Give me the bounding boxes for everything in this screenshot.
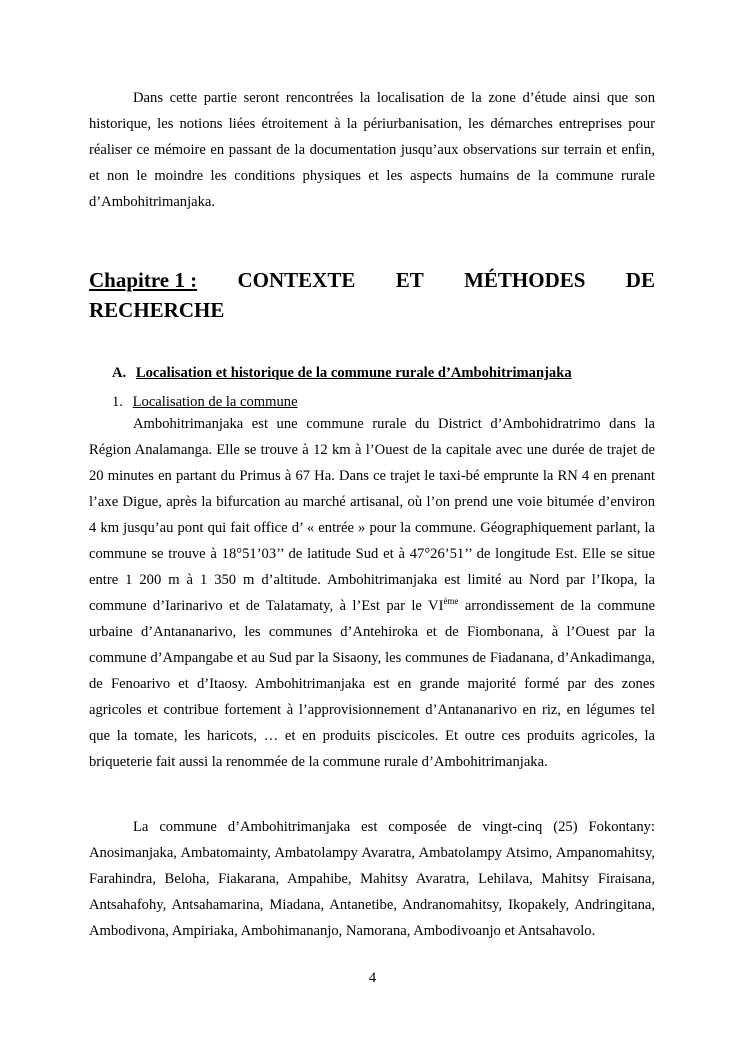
section-heading (112, 360, 572, 386)
page-number: 4 (368, 970, 377, 986)
fokontany-paragraph: La commune d’Ambohitrimanjaka est composée de vingt-cinq (25) Fokontany: Anosimanjaka, Ambatomainty, Ambatolampy Avaratra, Ambatolampy Atsimo, Ampanomahitsy, Farahindra, Beloha, Fiakarana, Ampahibe, Mahitsy Avaratra, Lehilava, Mahitsy Firaisana, Antsahafohy, Antsahamarina, Miadana, Antanetibe, Andranomahitsy, Ikopakely, Andringitana, Ambodivona, Ampiriaka, Ambohimananjo, Namorana, Ambodivoanjo et Antsahavolo. (89, 819, 655, 939)
subsection-heading (112, 391, 298, 413)
chapter-word: DE (625, 268, 655, 292)
chapter-word: RECHERCHE (89, 298, 225, 322)
section-number: A. (112, 365, 127, 381)
superscript: ème (443, 596, 459, 607)
subsection-number: 1. (112, 394, 123, 410)
subsection-title: Localisation de la commune (132, 394, 298, 410)
chapter-word: MÉTHODES (464, 268, 586, 292)
intro-paragraph: Dans cette partie seront rencontrées la localisation de la zone d’étude ainsi que son historique, les notions liées étroitement à la périurbanisation, les démarches entreprises pour réaliser ce mémoire en passant de la documentation jusqu’aux observations sur terrain et enfin, et non le moindre les conditions physiques et les aspects humains de la commune rurale d’Ambohitrimanjaka. (89, 90, 655, 210)
paragraph-text: Ambohitrimanjaka est une commune rurale du District d’Ambohidratrimo dans la Région Analamanga. Elle se trouve à 12 km à l’Ouest de la capitale avec une durée de trajet de 20 minutes en partant du Primus à 67 Ha. Dans ce trajet le taxi-bé emprunte la RN 4 en prenant l’axe Digue, après la bifurcation au marché artisanal, où l’on prend une voie bitumée d’environ 4 km jusqu’au pont qui fait office d’ « entrée » pour la commune. Géographiquement parlant, la commune se trouve à 18°51’03’’ de latitude Sud et à 47°26’51’’ de longitude Est. Elle se situe entre 1 200 m à 1 350 m d’altitude. Ambohitrimanjaka est limité au Nord par l’Ikopa, la commune d’Iarinarivo et de Talatamaty, à l’Est par le VI (89, 416, 655, 614)
chapter-label: Chapitre 1 : (89, 268, 198, 292)
section-title: Localisation et historique de la commune rurale d’Ambohitrimanjaka (135, 365, 572, 381)
chapter-word: ET (395, 268, 424, 292)
localisation-paragraph (89, 411, 655, 775)
paragraph-text: arrondissement de la commune urbaine d’Antananarivo, les communes d’Antehiroka et de Fiombonana, à l’Ouest par la commune d’Ampangabe et au Sud par la Sisaony, les communes de Fiadanana, d’Ankadimanga, de Fenoarivo et d’Itaosy. Ambohitrimanjaka est en grande majorité formé par des zones agricoles et contribue fortement à l’approvisionnement d’Antananarivo en riz, en légumes tel que la tomate, les haricots, … et en produits piscicoles. Et outre ces produits agricoles, la briqueterie fait aussi la renommée de la commune rurale d’Ambohitrimanjaka. (89, 598, 656, 770)
chapter-word: CONTEXTE (237, 268, 356, 292)
chapter-heading (89, 265, 655, 325)
